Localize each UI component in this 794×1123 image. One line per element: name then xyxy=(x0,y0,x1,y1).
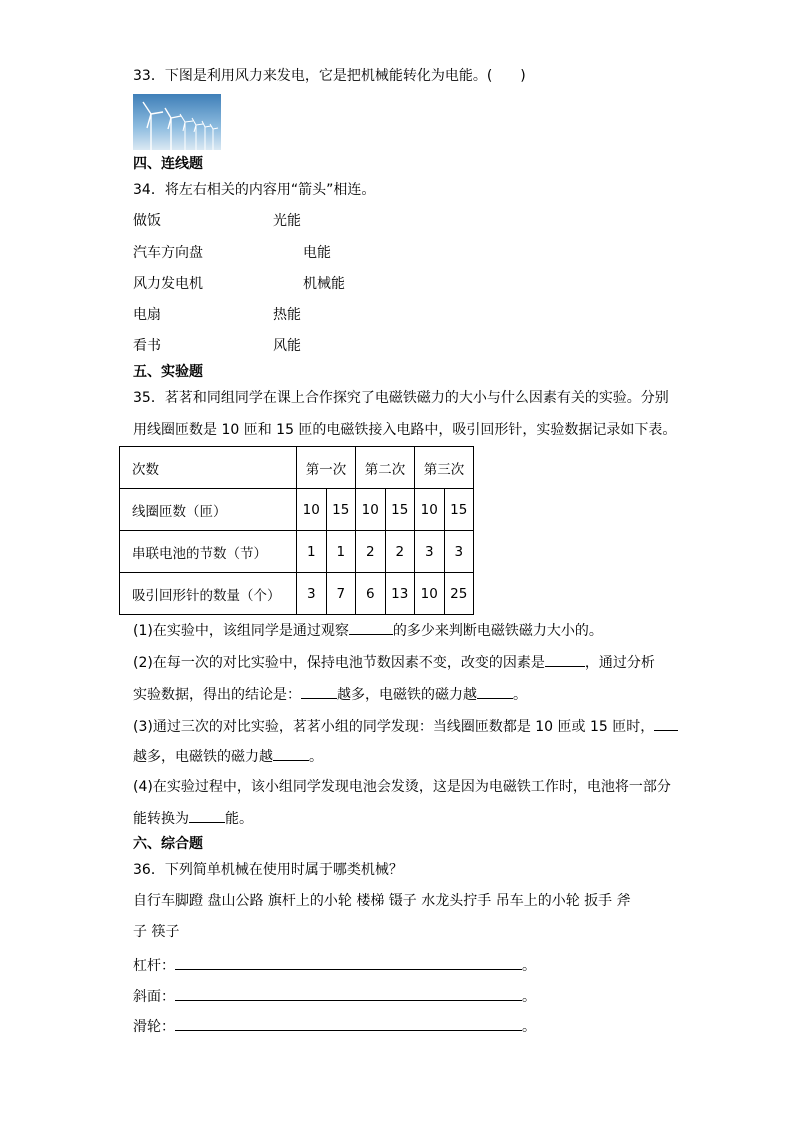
question-35-line1: 35．茗茗和同组同学在课上合作探究了电磁铁磁力的大小与什么因素有关的实验。分别 xyxy=(133,390,669,406)
question-35-line2: 用线圈匝数是 10 匝和 15 匝的电磁铁接入电路中，吸引回形针，实验数据记录如下表。 xyxy=(133,422,677,438)
table-cell: 10 xyxy=(415,489,445,531)
answer-blank[interactable] xyxy=(189,808,225,823)
table-cell: 2 xyxy=(356,531,386,573)
subquestion-1-text-b: 的多少来判断电磁铁磁力大小的。 xyxy=(392,623,603,639)
subquestion-3-text-b: 越多，电磁铁的磁力越 xyxy=(133,749,273,765)
subquestion-1-text-a: (1)在实验中，该组同学是通过观察 xyxy=(133,623,349,639)
subquestion-3-line2 xyxy=(133,746,323,766)
subquestion-2-text-c: 实验数据，得出的结论是： xyxy=(133,687,301,703)
section-heading-4: 四、连线题 xyxy=(133,156,203,172)
subquestion-4-text-c: 能。 xyxy=(225,811,253,827)
subquestion-4-line2 xyxy=(133,808,253,828)
slope-answer-blank[interactable] xyxy=(175,986,522,1001)
slope-answer-row xyxy=(133,986,536,1006)
table-cell: 25 xyxy=(444,573,474,615)
table-cell: 15 xyxy=(385,489,415,531)
answer-blank[interactable] xyxy=(654,716,678,731)
lever-label: 杠杆： xyxy=(133,958,175,974)
table-header-cell: 第二次 xyxy=(356,447,415,489)
pulley-answer-row xyxy=(133,1016,536,1036)
subquestion-4-text-b: 能转换为 xyxy=(133,811,189,827)
lever-answer-row xyxy=(133,955,536,975)
match-left-item: 做饭 xyxy=(133,213,161,229)
row-label: 串联电池的节数（节） xyxy=(120,531,297,573)
lever-answer-blank[interactable] xyxy=(175,955,522,970)
table-cell: 1 xyxy=(297,531,327,573)
slope-label: 斜面： xyxy=(133,989,175,1005)
subquestion-2-text-a: (2)在每一次的对比实验中，保持电池节数因素不变，改变的因素是 xyxy=(133,655,545,671)
answer-blank[interactable] xyxy=(301,684,337,699)
machine-list-line1: 自行车脚蹬 盘山公路 旗杆上的小轮 楼梯 镊子 水龙头拧手 吊车上的小轮 扳手 斧 xyxy=(133,893,631,909)
match-left-item: 风力发电机 xyxy=(133,276,203,292)
subquestion-4-line1: (4)在实验过程中，该小组同学发现电池会发烫，这是因为电磁铁工作时，电池将一部分 xyxy=(133,779,671,795)
machine-list-line2: 子 筷子 xyxy=(133,924,180,940)
table-cell: 6 xyxy=(356,573,386,615)
table-header-cell: 第三次 xyxy=(415,447,474,489)
match-right-item: 光能 xyxy=(273,213,301,229)
match-left-item: 汽车方向盘 xyxy=(133,245,203,261)
table-header-label: 次数 xyxy=(120,447,297,489)
table-row xyxy=(120,531,474,573)
period: 。 xyxy=(522,958,536,974)
period: 。 xyxy=(522,1019,536,1035)
answer-blank[interactable] xyxy=(349,620,393,635)
pulley-answer-blank[interactable] xyxy=(175,1016,522,1031)
subquestion-3-text-a: (3)通过三次的对比实验，茗茗小组的同学发现：当线圈匝数都是 10 匝或 15 匝时， xyxy=(133,719,655,735)
match-right-item: 电能 xyxy=(303,245,331,261)
table-cell: 2 xyxy=(385,531,415,573)
table-cell: 3 xyxy=(297,573,327,615)
pulley-label: 滑轮： xyxy=(133,1019,175,1035)
match-left-item: 电扇 xyxy=(133,307,161,323)
subquestion-2-text-b: ，通过分析 xyxy=(584,655,655,671)
section-heading-5: 五、实验题 xyxy=(133,364,203,380)
table-cell: 13 xyxy=(385,573,415,615)
subquestion-2-text-d: 越多，电磁铁的磁力越 xyxy=(337,687,477,703)
table-cell: 15 xyxy=(444,489,474,531)
subquestion-2-line2 xyxy=(133,684,527,704)
row-label: 线圈匝数（匝） xyxy=(120,489,297,531)
question-33: 33．下图是利用风力来发电，它是把机械能转化为电能。( ) xyxy=(133,68,526,84)
subquestion-3-line1 xyxy=(133,716,678,736)
subquestion-2-text-e: 。 xyxy=(513,687,527,703)
table-cell: 15 xyxy=(326,489,356,531)
table-cell: 10 xyxy=(297,489,327,531)
subquestion-1 xyxy=(133,620,603,640)
subquestion-3-text-c: 。 xyxy=(309,749,323,765)
experiment-table xyxy=(119,446,474,615)
match-right-item: 风能 xyxy=(273,338,301,354)
table-row xyxy=(120,489,474,531)
answer-blank[interactable] xyxy=(545,652,585,667)
match-left-item: 看书 xyxy=(133,338,161,354)
table-cell: 3 xyxy=(444,531,474,573)
table-cell: 1 xyxy=(326,531,356,573)
answer-blank[interactable] xyxy=(273,746,309,761)
row-label: 吸引回形针的数量（个） xyxy=(120,573,297,615)
table-cell: 10 xyxy=(415,573,445,615)
period: 。 xyxy=(522,989,536,1005)
answer-blank[interactable] xyxy=(477,684,513,699)
match-right-item: 热能 xyxy=(273,307,301,323)
wind-turbine-image xyxy=(133,94,221,150)
table-header-cell: 第一次 xyxy=(297,447,356,489)
match-right-item: 机械能 xyxy=(303,276,345,292)
table-cell: 3 xyxy=(415,531,445,573)
question-34: 34．将左右相关的内容用“箭头”相连。 xyxy=(133,182,376,198)
table-cell: 10 xyxy=(356,489,386,531)
question-36: 36．下列简单机械在使用时属于哪类机械？ xyxy=(133,862,403,878)
table-cell: 7 xyxy=(326,573,356,615)
table-row xyxy=(120,573,474,615)
section-heading-6: 六、综合题 xyxy=(133,836,203,852)
table-header-row xyxy=(120,447,474,489)
subquestion-2-line1 xyxy=(133,652,655,672)
